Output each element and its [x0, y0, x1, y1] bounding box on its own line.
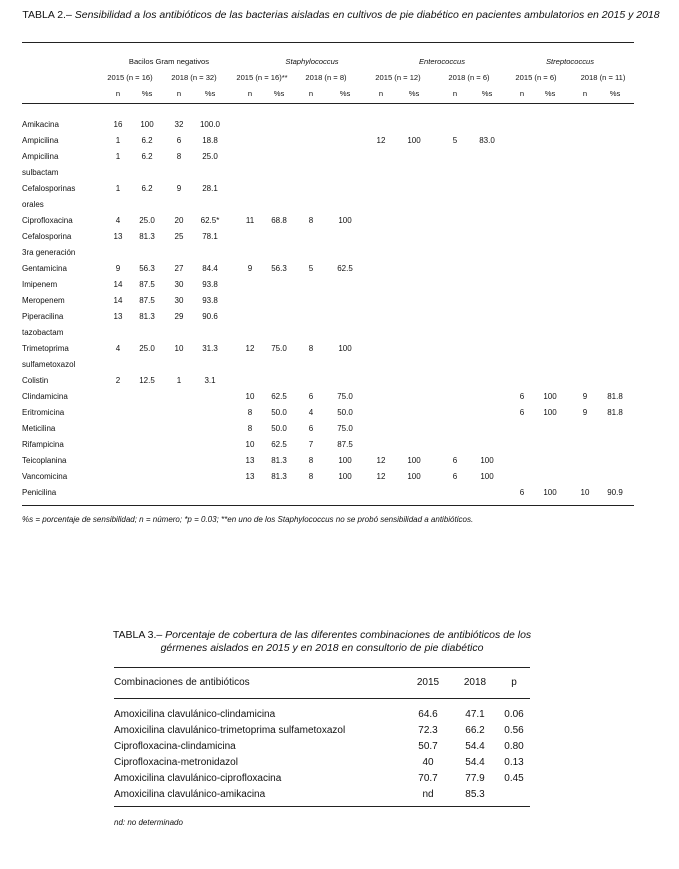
table-cell: 6.2 — [141, 136, 153, 145]
table-cell: 6 — [176, 136, 182, 145]
table3-p-value: 0.45 — [504, 773, 524, 784]
table3-combination: Ciprofloxacina-clindamicina — [114, 741, 236, 752]
table-cell: 31.3 — [202, 344, 218, 353]
table-cell: 100 — [543, 392, 557, 401]
table3-footnote: nd: no determinado — [114, 818, 183, 827]
group-header: Staphylococcus — [285, 57, 339, 66]
table-cell: 6.2 — [141, 152, 153, 161]
table-cell: 12.5 — [139, 376, 155, 385]
table3-combination: Amoxicilina clavulánico-amikacina — [114, 789, 266, 800]
year-header: 2015 (n = 6) — [515, 73, 557, 82]
table-cell: 1 — [115, 136, 121, 145]
year-header: 2018 (n = 32) — [171, 73, 217, 82]
year-header: 2015 (n = 16)** — [236, 73, 288, 82]
table3-value-2015: 64.6 — [418, 709, 438, 720]
antibiotic-name: Ciprofloxacina — [22, 216, 73, 225]
table-cell: 87.5 — [337, 440, 353, 449]
table-cell: 27 — [174, 264, 184, 273]
table3-value-2018: 66.2 — [465, 725, 485, 736]
antibiotic-name: Cefalosporinas — [22, 184, 76, 193]
table-cell: 9 — [176, 184, 182, 193]
table-cell: 25.0 — [202, 152, 218, 161]
table-cell: 50.0 — [337, 408, 353, 417]
table-cell: 81.3 — [271, 472, 287, 481]
column-label: n — [247, 89, 253, 98]
table3-caption — [108, 629, 536, 655]
table-cell: 100 — [407, 472, 421, 481]
column-label: n — [176, 89, 182, 98]
table-cell: 100 — [480, 456, 494, 465]
table-cell: 56.3 — [139, 264, 155, 273]
table3-combination: Amoxicilina clavulánico-trimetoprima sulfametoxazol — [114, 725, 346, 736]
table-cell: 83.0 — [479, 136, 495, 145]
table3-header-2015: 2015 — [416, 677, 440, 688]
table2-caption-label: TABLA 2.– — [22, 9, 72, 21]
table3-value-2015: 50.7 — [418, 741, 438, 752]
antibiotic-name: Penicilina — [22, 488, 57, 497]
table-cell: 6.2 — [141, 184, 153, 193]
table-cell: 56.3 — [271, 264, 287, 273]
table-cell: 87.5 — [139, 280, 155, 289]
table3-value-2018: 54.4 — [465, 757, 485, 768]
table-cell: 81.3 — [139, 232, 155, 241]
table-cell: 6 — [452, 456, 458, 465]
antibiotic-name: Cefalosporina — [22, 232, 72, 241]
table2-caption-text: Sensibilidad a los antibióticos de las bacterias aisladas en cultivos de pie diabético en pacientes ambulatorios en 2015 y 2018 — [71, 9, 660, 21]
table2-header-rule — [22, 103, 634, 104]
table-cell: 5 — [452, 136, 458, 145]
table-cell: 100 — [407, 456, 421, 465]
table-cell: 6 — [308, 392, 314, 401]
table-cell: 4 — [115, 216, 121, 225]
table-cell: 100 — [338, 344, 352, 353]
antibiotic-name: Ampicilina — [22, 136, 59, 145]
table-cell: 11 — [245, 216, 255, 225]
table-cell: 100 — [543, 408, 557, 417]
year-header: 2018 (n = 11) — [580, 73, 626, 82]
table3-value-2015: 72.3 — [418, 725, 438, 736]
column-label: n — [378, 89, 384, 98]
table-cell: 14 — [113, 280, 123, 289]
antibiotic-name: Trimetoprima — [22, 344, 69, 353]
group-header: Streptococcus — [545, 57, 595, 66]
table-cell: 13 — [245, 456, 255, 465]
table-cell: 93.8 — [202, 296, 218, 305]
column-label: %s — [141, 89, 153, 98]
table-cell: 75.0 — [337, 424, 353, 433]
table-cell: 16 — [113, 120, 123, 129]
antibiotic-name: orales — [22, 200, 44, 209]
antibiotic-name: Amikacina — [22, 120, 59, 129]
table-cell: 2 — [115, 376, 121, 385]
table-cell: 81.8 — [607, 392, 623, 401]
antibiotic-name: Clindamicina — [22, 392, 68, 401]
antibiotic-name: sulbactam — [22, 168, 59, 177]
column-label: n — [582, 89, 588, 98]
column-label: %s — [339, 89, 351, 98]
table-cell: 12 — [376, 456, 386, 465]
table3-value-2015: nd — [422, 789, 434, 800]
table-cell: 62.5* — [200, 216, 220, 225]
table3-value-2018: 77.9 — [465, 773, 485, 784]
column-label: %s — [481, 89, 493, 98]
table-cell: 90.6 — [202, 312, 218, 321]
table-cell: 5 — [308, 264, 314, 273]
table-cell: 68.8 — [271, 216, 287, 225]
table-cell: 25.0 — [139, 344, 155, 353]
table-cell: 6 — [308, 424, 314, 433]
table3-p-value: 0.13 — [504, 757, 524, 768]
group-header: Enterococcus — [418, 57, 465, 66]
column-label: %s — [408, 89, 420, 98]
table-cell: 12 — [376, 472, 386, 481]
table-cell: 12 — [376, 136, 386, 145]
table3-caption-label: TABLA 3.– — [112, 629, 163, 641]
antibiotic-name: tazobactam — [22, 328, 64, 337]
antibiotic-name: Teicoplanina — [22, 456, 67, 465]
group-header: Bacilos Gram negativos — [128, 57, 210, 66]
table-cell: 100 — [543, 488, 557, 497]
column-label: %s — [273, 89, 285, 98]
table-cell: 29 — [174, 312, 184, 321]
table2-caption — [10, 9, 672, 22]
table-cell: 8 — [308, 344, 314, 353]
antibiotic-name: Imipenem — [22, 280, 58, 289]
table-cell: 25 — [174, 232, 184, 241]
column-label: n — [115, 89, 121, 98]
table-cell: 10 — [245, 440, 255, 449]
table-cell: 87.5 — [139, 296, 155, 305]
table-cell: 13 — [245, 472, 255, 481]
table-cell: 81.8 — [607, 408, 623, 417]
column-label: n — [452, 89, 458, 98]
table3-p-value: 0.06 — [504, 709, 524, 720]
table3-value-2015: 70.7 — [418, 773, 438, 784]
table-cell: 6 — [519, 408, 525, 417]
table-cell: 8 — [247, 424, 253, 433]
table2-footnote: %s = porcentaje de sensibilidad; n = número; *p = 0.03; **en uno de los Staphylococcus no se probó sensibilidad a antibióticos. — [22, 515, 474, 524]
table-cell: 1 — [115, 152, 121, 161]
table-cell: 25.0 — [139, 216, 155, 225]
table-cell: 14 — [113, 296, 123, 305]
antibiotic-name: Meropenem — [22, 296, 65, 305]
table-cell: 100 — [338, 456, 352, 465]
table-cell: 62.5 — [271, 392, 287, 401]
table-cell: 10 — [580, 488, 590, 497]
table-cell: 100 — [480, 472, 494, 481]
column-label: n — [519, 89, 525, 98]
year-header: 2015 (n = 12) — [375, 73, 421, 82]
table-cell: 62.5 — [337, 264, 353, 273]
table-cell: 30 — [174, 296, 184, 305]
table-cell: 13 — [113, 232, 123, 241]
table3-combination: Ciprofloxacina-metronidazol — [114, 757, 238, 768]
antibiotic-name: Eritromicina — [22, 408, 65, 417]
table-cell: 20 — [174, 216, 184, 225]
table-cell: 8 — [308, 216, 314, 225]
table2-bottom-rule — [22, 505, 634, 506]
table3-header-combination: Combinaciones de antibióticos — [114, 677, 250, 688]
table-cell: 10 — [245, 392, 255, 401]
antibiotic-name: Ampicilina — [22, 152, 59, 161]
antibiotic-name: Vancomicina — [22, 472, 68, 481]
table3-value-2018: 47.1 — [465, 709, 485, 720]
antibiotic-name: Rifampicina — [22, 440, 64, 449]
table-cell: 62.5 — [271, 440, 287, 449]
table-cell: 9 — [582, 408, 588, 417]
table2-top-rule — [22, 42, 634, 43]
table-cell: 1 — [176, 376, 182, 385]
table3-value-2018: 85.3 — [465, 789, 485, 800]
table-cell: 100 — [407, 136, 421, 145]
table-cell: 78.1 — [202, 232, 218, 241]
table-cell: 100 — [140, 120, 154, 129]
table-cell: 4 — [115, 344, 121, 353]
table-cell: 90.9 — [607, 488, 623, 497]
table3-p-value: 0.56 — [504, 725, 524, 736]
column-label: %s — [544, 89, 556, 98]
table-cell: 28.1 — [202, 184, 218, 193]
antibiotic-name: Gentamicina — [22, 264, 67, 273]
table3-value-2018: 54.4 — [465, 741, 485, 752]
table-cell: 9 — [582, 392, 588, 401]
table-cell: 100.0 — [199, 120, 221, 129]
table-cell: 7 — [308, 440, 314, 449]
table-cell: 81.3 — [271, 456, 287, 465]
table-cell: 30 — [174, 280, 184, 289]
column-label: n — [308, 89, 314, 98]
column-label: %s — [204, 89, 216, 98]
table3-header-p: p — [511, 677, 517, 688]
year-header: 2015 (n = 16) — [107, 73, 153, 82]
table-cell: 93.8 — [202, 280, 218, 289]
table-cell: 75.0 — [337, 392, 353, 401]
table-cell: 3.1 — [204, 376, 216, 385]
table-cell: 9 — [247, 264, 253, 273]
table-cell: 50.0 — [271, 424, 287, 433]
table-cell: 8 — [308, 456, 314, 465]
antibiotic-name: Colistin — [22, 376, 49, 385]
antibiotic-name: Meticilina — [22, 424, 56, 433]
table-cell: 12 — [245, 344, 255, 353]
table3-caption-text: Porcentaje de cobertura de las diferentes combinaciones de antibióticos de los gérmenes aislados en 2015 y en 2018 en consultorio de pie diabético — [160, 629, 532, 654]
table-cell: 84.4 — [202, 264, 218, 273]
year-header: 2018 (n = 6) — [448, 73, 490, 82]
table-cell: 13 — [113, 312, 123, 321]
table3-combination: Amoxicilina clavulánico-clindamicina — [114, 709, 276, 720]
table-cell: 4 — [308, 408, 314, 417]
table-cell: 18.8 — [202, 136, 218, 145]
table3-header-rule — [114, 698, 530, 699]
table3-top-rule — [114, 667, 530, 668]
table-cell: 75.0 — [271, 344, 287, 353]
table-cell: 100 — [338, 216, 352, 225]
table3-bottom-rule — [114, 806, 530, 807]
table3-header-2018: 2018 — [463, 677, 487, 688]
year-header: 2018 (n = 8) — [305, 73, 347, 82]
table-cell: 8 — [176, 152, 182, 161]
table3-combination: Amoxicilina clavulánico-ciprofloxacina — [114, 773, 282, 784]
table3-value-2015: 40 — [422, 757, 434, 768]
antibiotic-name: Piperacilina — [22, 312, 64, 321]
table-cell: 8 — [247, 408, 253, 417]
table3-p-value: 0.80 — [504, 741, 524, 752]
table-cell: 9 — [115, 264, 121, 273]
table-cell: 50.0 — [271, 408, 287, 417]
table-cell: 1 — [115, 184, 121, 193]
table-cell: 6 — [452, 472, 458, 481]
antibiotic-name: 3ra generación — [22, 248, 76, 257]
table-cell: 8 — [308, 472, 314, 481]
table-cell: 6 — [519, 392, 525, 401]
table-cell: 100 — [338, 472, 352, 481]
table-cell: 81.3 — [139, 312, 155, 321]
table-cell: 10 — [174, 344, 184, 353]
table-cell: 32 — [174, 120, 184, 129]
table-cell: 6 — [519, 488, 525, 497]
column-label: %s — [609, 89, 621, 98]
antibiotic-name: sulfametoxazol — [22, 360, 76, 369]
